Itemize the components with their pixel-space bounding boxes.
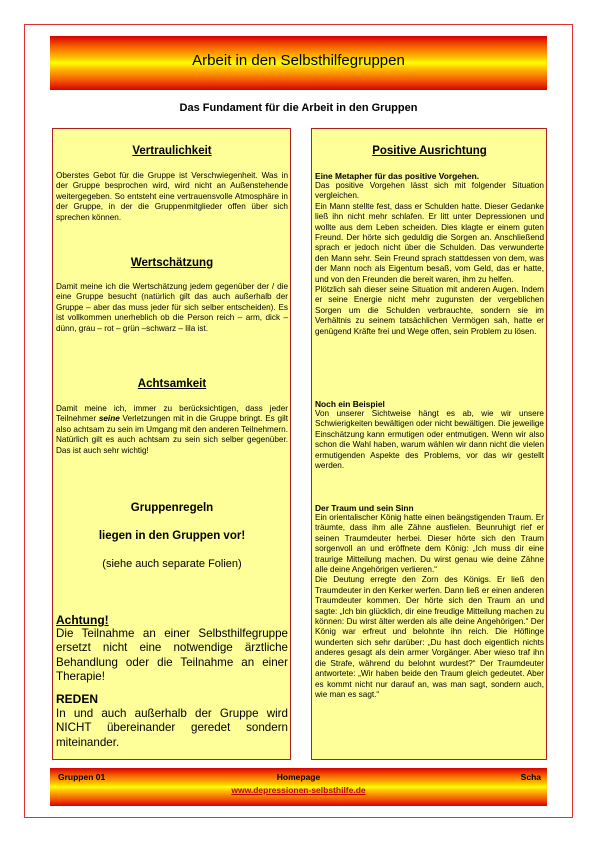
text-reden: In und auch außerhalb der Gruppe wird NICHT übereinander geredet sondern miteinander. bbox=[56, 707, 288, 749]
text-wertschaetzung: Damit meine ich die Wertschätzung jedem gegenüber der / die eine Gruppe besucht (natürlich gilt das auch außerhalb der Gruppe – aber das muss jeder für sich selber entscheiden). Es ist vollkommen unerheblich ob die Person reich – arm, dick – dünn, grau – rot – grün –schwarz – lila ist. bbox=[56, 282, 288, 333]
text-vertraulichkeit: Oberstes Gebot für die Gruppe ist Verschwiegenheit. Was in der Gruppe besprochen wird, wird nicht an Außenstehende weitergegeben. So entsteht eine vertrauensvolle Atmosphäre in der Gruppe, in der die Gruppenmitglieder offen über sich sprechen können. bbox=[56, 171, 288, 222]
heading-wertschaetzung: Wertschätzung bbox=[130, 257, 214, 269]
title-beispiel: Noch ein Beispiel bbox=[315, 399, 385, 409]
footer-center: Homepage bbox=[276, 772, 321, 782]
page-title: Arbeit in den Selbsthilfegruppen bbox=[192, 52, 405, 69]
right-column bbox=[311, 128, 547, 760]
text-achtung: Die Teilnahme an einer Selbsthilfegruppe ersetzt nicht eine notwendige ärztliche Behandlung oder die Teilnahme an einer Therapie! bbox=[56, 627, 288, 683]
heading-achtsamkeit: Achtsamkeit bbox=[137, 378, 207, 390]
heading-positive-ausrichtung: Positive Ausrichtung bbox=[372, 145, 487, 157]
text-achtsamkeit: Damit meine ich, immer zu berücksichtigen, dass jeder Teilnehmer seine Verletzungen mit in die Gruppe bringt. Es gilt also achtsam zu sein im Umgang mit den anderen Teilnehmern. Natürlich gilt es auch achtsam zu sein sich selber gegenüber. Das ist auch sehr wichtig! bbox=[56, 404, 288, 455]
heading-reden: REDEN bbox=[56, 692, 99, 706]
metapher-body bbox=[315, 181, 544, 337]
text-beispiel: Von unserer Sichtweise hängt es ab, wie wir unsere Schwierigkeiten bewältigen oder nicht bewältigen. Die jeweilige Einschätzung kann ermutigen oder entmutigen. Wenn wir also schon die Wahl haben, warum wählen wir dann nicht die vielen ermutigenden Aspekte des Problems, vor das wir gestellt werden. bbox=[315, 409, 544, 471]
metapher-p3: Plötzlich sah dieser seine Situation mit anderen Augen. Indem er seine Energie nicht mehr zugunsten der vergeblichen Sorgen um die Schulden verbrauchte, sondern sie im Verhältnis zu seinem tatsächlichen Vermögen sah, hatte er genügend Kräfte frei und Wege offen, sein Problem zu lösen. bbox=[315, 285, 544, 336]
heading-gruppenregeln: Gruppenregeln bbox=[130, 502, 214, 514]
emphasis-seine: seine bbox=[98, 414, 120, 424]
heading-achtung: Achtung! bbox=[56, 613, 109, 627]
traum-p1: Ein orientalischer König hatte einen beängstigenden Traum. Er träumte, dass ihm alle Zähne ausfielen. Beunruhigt rief er seinen Traumdeuter herbei. Dieser hörte sich den Traum sorgenvoll an und eröffnete dem König: „Ich muss dir eine traurige Mitteilung machen. Du wirst genau wie deine Zähne alle deine Angehörigen verlieren.“ bbox=[315, 513, 544, 575]
footer-website-link[interactable]: www.depressionen-selbsthilfe.de bbox=[231, 785, 366, 795]
footer-left: Gruppen 01 bbox=[58, 772, 106, 782]
metapher-p2: Ein Mann stellte fest, dass er Schulden hatte. Dieser Gedanke ließ ihn nicht mehr schlafen. Er litt unter Depressionen und wollte aus dem Leben scheiden. Dies klagte er einem guten Freund. Der hörte sich geduldig die Sorgen an. Anschließend sprach er jedoch nicht über die Schulden. Das verwunderte den Mann sehr. Sein Freund sprach stattdessen von dem, was der Mann noch als Eigentum besaß, vom Geld, das er hatte, und von den Freunden die bereit waren, ihm zu helfen. bbox=[315, 201, 544, 284]
metapher-p1: Das positive Vorgehen lässt sich mit folgender Situation vergleichen. bbox=[315, 181, 544, 201]
footer-banner bbox=[50, 768, 547, 806]
page-subtitle: Das Fundament für die Arbeit in den Gruppen bbox=[179, 102, 418, 114]
title-banner bbox=[50, 36, 547, 90]
title-traum: Der Traum und sein Sinn bbox=[315, 503, 414, 513]
gruppenregeln-note: (siehe auch separate Folien) bbox=[102, 558, 242, 570]
title-metapher: Eine Metapher für das positive Vorgehen. bbox=[315, 171, 480, 181]
traum-p2: Die Deutung erregte den Zorn des Königs. Er ließ den Traumdeuter in den Kerker werfen. Dann ließ er einen anderen Traumdeuter kommen. Der hörte sich den Traum an und sagte: „Ich bin glücklich, dir eine freudige Mitteilung machen zu können: Du wirst älter werden als alle deine Angehörigen.“ Der König war erfreut und belohnte ihn reich. Die Höflinge wunderten sich sehr darüber: „Du hast doch eigentlich nichts anderes gesagt als dein armer Vorgänger. Aber wieso traf ihn die Strafe, während du belohnt wurdest?“ Der Traumdeuter antwortete: „Wir haben beide den Traum gleich gedeutet. Aber es kommt nicht nur darauf an, was man sagt, sondern auch, wie man es sagt.“ bbox=[315, 575, 544, 699]
heading-vertraulichkeit: Vertraulichkeit bbox=[132, 145, 212, 157]
footer-right: Scha bbox=[520, 772, 541, 782]
gruppenregeln-subline: liegen in den Gruppen vor! bbox=[98, 530, 246, 542]
traum-body bbox=[315, 513, 544, 700]
left-column bbox=[52, 128, 291, 760]
